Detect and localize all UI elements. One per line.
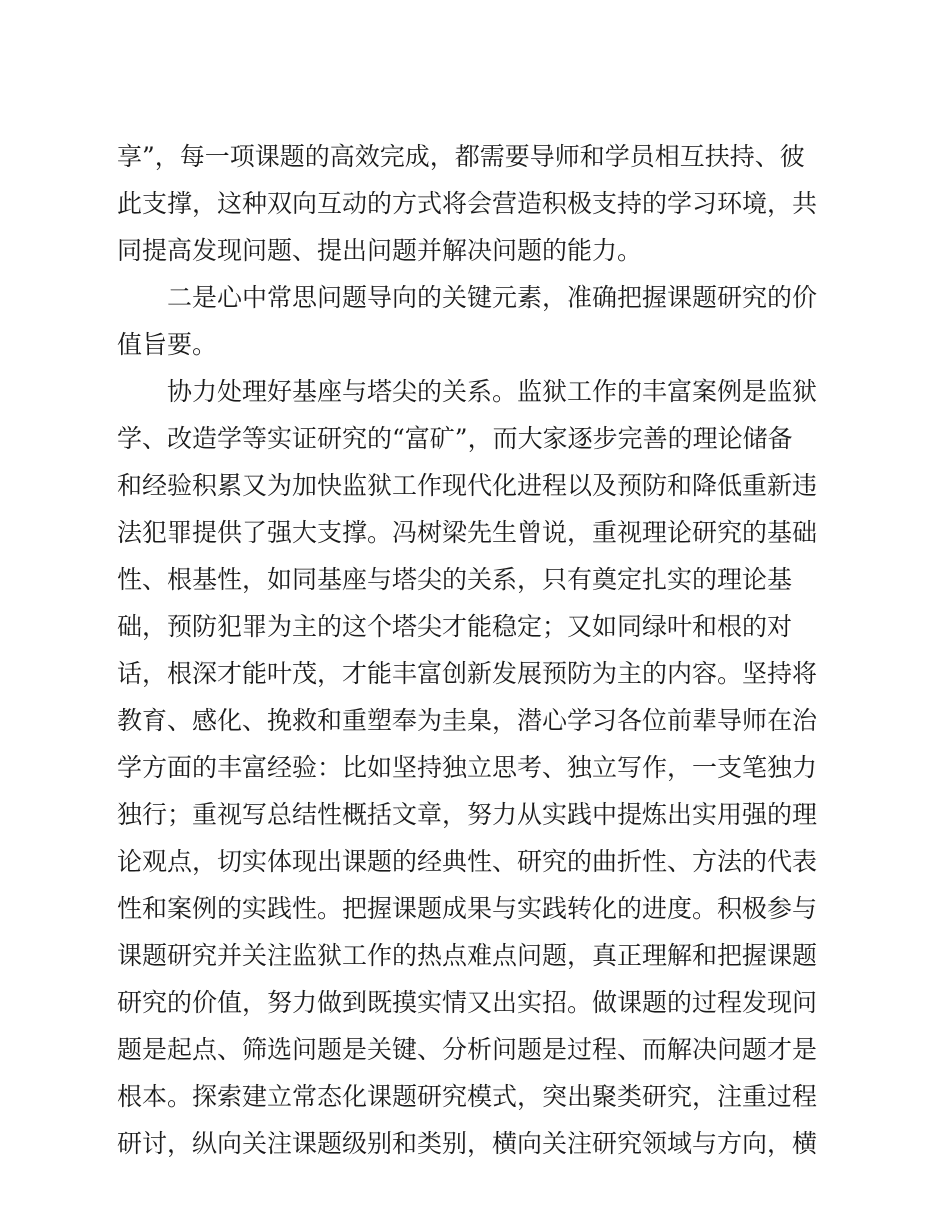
text-line-16: 论观点，切实体现出课题的经典性、研究的曲折性、方法的代表 bbox=[117, 847, 817, 876]
text-line-17: 性和案例的实践性。把握课题成果与实践转化的进度。积极参与 bbox=[117, 894, 817, 923]
text-line-15: 独行；重视写总结性概括文章，努力从实践中提炼出实用强的理 bbox=[117, 800, 817, 829]
text-line-13: 教育、感化、挽救和重塑奉为圭臬，潜心学习各位前辈导师在治 bbox=[117, 706, 817, 735]
text-line-10: 性、根基性，如同基座与塔尖的关系，只有奠定扎实的理论基 bbox=[117, 565, 793, 594]
text-line-2: 此支撑，这种双向互动的方式将会营造积极支持的学习环境，共 bbox=[117, 189, 817, 218]
text-line-14: 学方面的丰富经验：比如坚持独立思考、独立写作，一支笔独力 bbox=[117, 753, 817, 782]
text-line-7: 学、改造学等实证研究的“富矿”，而大家逐步完善的理论储备 bbox=[117, 424, 793, 453]
text-line-21: 根本。探索建立常态化课题研究模式，突出聚类研究，注重过程 bbox=[117, 1082, 817, 1111]
text-line-1: 享”，每一项课题的高效完成，都需要导师和学员相互扶持、彼 bbox=[117, 142, 805, 171]
text-line-18: 课题研究并关注监狱工作的热点难点问题，真正理解和把握课题 bbox=[117, 941, 817, 970]
text-line-22: 研讨，纵向关注课题级别和类别，横向关注研究领域与方向，横 bbox=[117, 1129, 817, 1158]
text-line-20: 题是起点、筛选问题是关键、分析问题是过程、而解决问题才是 bbox=[117, 1035, 817, 1064]
text-line-12: 话，根深才能叶茂，才能丰富创新发展预防为主的内容。坚持将 bbox=[117, 659, 817, 688]
section-heading-line-1: 二是心中常思问题导向的关键元素，准确把握课题研究的价 bbox=[167, 283, 817, 312]
text-line-3: 同提高发现问题、提出问题并解决问题的能力。 bbox=[117, 236, 643, 265]
section-heading-line-2: 值旨要。 bbox=[117, 330, 218, 359]
text-line-19: 研究的价值，努力做到既摸实情又出实招。做课题的过程发现问 bbox=[117, 988, 817, 1017]
text-line-9: 法犯罪提供了强大支撑。冯树梁先生曾说，重视理论研究的基础 bbox=[117, 518, 817, 547]
text-line-8: 和经验积累又为加快监狱工作现代化进程以及预防和降低重新违 bbox=[117, 471, 817, 500]
text-line-11: 础，预防犯罪为主的这个塔尖才能稳定；又如同绿叶和根的对 bbox=[117, 612, 793, 641]
paragraph-first-line: 协力处理好基座与塔尖的关系。监狱工作的丰富案例是监狱 bbox=[167, 377, 817, 406]
